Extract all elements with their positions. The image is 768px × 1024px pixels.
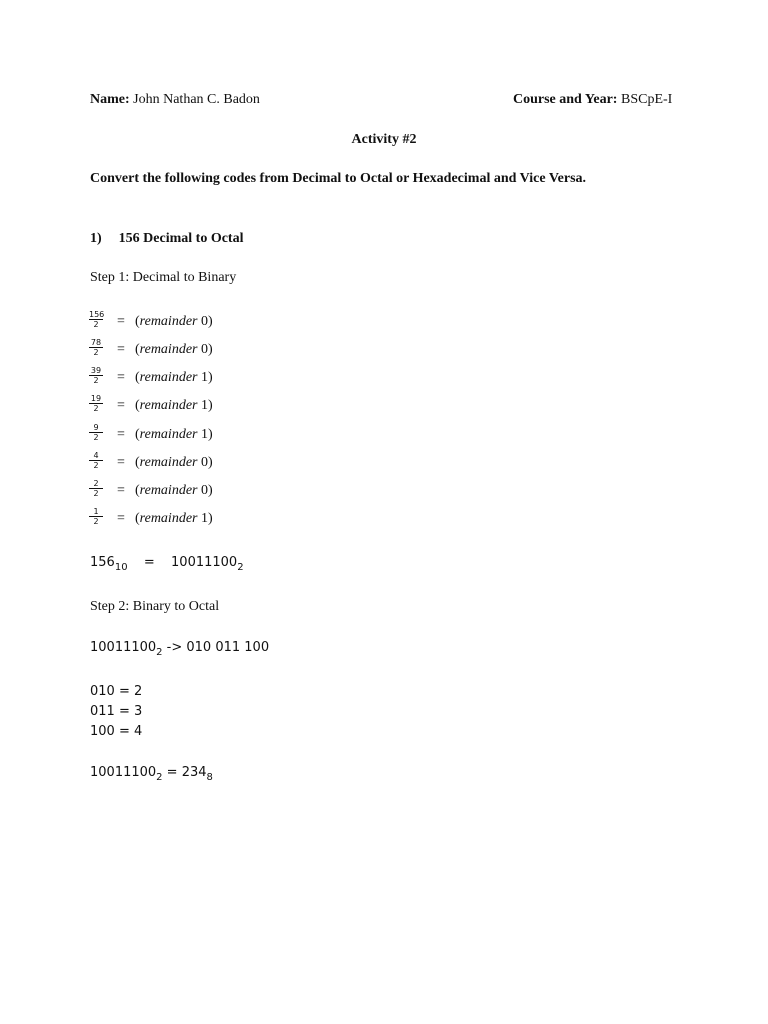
fraction <box>89 507 103 526</box>
binary-number: 10011100 <box>171 555 238 570</box>
denominator: 2 <box>93 433 99 442</box>
denominator: 2 <box>93 489 99 498</box>
numerator: 4 <box>89 451 103 461</box>
group-mapping: 100 = 4 <box>90 724 143 739</box>
remainder: (remainder 1) <box>135 398 213 413</box>
remainder-word: remainder <box>139 455 198 470</box>
equals-sign: = <box>117 483 125 498</box>
course-label: Course and Year: <box>513 92 618 107</box>
remainder: (remainder 1) <box>135 370 213 385</box>
grouped-bits: -> 010 011 100 <box>162 640 270 655</box>
remainder-word: remainder <box>139 427 198 442</box>
remainder: (remainder 1) <box>135 427 213 442</box>
remainder-value: 1 <box>200 398 208 413</box>
name-label: Name: <box>90 92 130 107</box>
remainder-word: remainder <box>139 314 198 329</box>
course-line <box>513 92 672 108</box>
remainder: (remainder 0) <box>135 483 213 498</box>
division-row <box>0 338 768 364</box>
fraction <box>89 366 103 385</box>
denominator: 2 <box>93 404 99 413</box>
division-row <box>0 310 768 336</box>
denominator: 2 <box>93 461 99 470</box>
problem-text: 156 Decimal to Octal <box>118 231 244 246</box>
numerator: 39 <box>90 366 102 375</box>
equals-sign: = <box>117 342 125 357</box>
numerator: 1 <box>89 507 103 517</box>
equals-sign: = <box>117 427 125 442</box>
remainder: (remainder 1) <box>135 511 213 526</box>
division-row <box>0 451 768 477</box>
instruction-text: Convert the following codes from Decimal to Octal or Hexadecimal and Vice Versa. <box>90 171 587 186</box>
binary-base: 2 <box>156 772 163 783</box>
denominator: 2 <box>93 376 99 385</box>
binary-grouping <box>90 640 270 658</box>
fraction <box>89 479 103 498</box>
remainder-value: 0 <box>200 483 208 498</box>
binary-result <box>90 555 244 573</box>
binary-number: 10011100 <box>90 765 157 780</box>
equals-sign: = <box>143 555 155 570</box>
remainder: (remainder 0) <box>135 342 213 357</box>
denominator: 2 <box>93 517 99 526</box>
name-line <box>90 92 260 108</box>
division-row <box>0 394 768 420</box>
remainder-word: remainder <box>139 370 198 385</box>
remainder-word: remainder <box>139 342 198 357</box>
course-value: BSCpE-I <box>620 92 673 107</box>
remainder-value: 1 <box>200 370 208 385</box>
remainder-word: remainder <box>139 483 198 498</box>
fraction <box>89 394 103 413</box>
binary-base: 2 <box>237 562 244 573</box>
division-row <box>0 423 768 449</box>
remainder-value: 0 <box>200 455 208 470</box>
group-mapping: 010 = 2 <box>90 684 143 699</box>
denominator: 2 <box>93 320 99 329</box>
division-row <box>0 479 768 505</box>
remainder: (remainder 0) <box>135 314 213 329</box>
final-result <box>90 765 213 783</box>
equals-sign: = <box>117 314 125 329</box>
group-mapping: 011 = 3 <box>90 704 143 719</box>
division-row <box>0 507 768 533</box>
numerator: 19 <box>90 394 102 403</box>
remainder-value: 0 <box>200 314 208 329</box>
division-row <box>0 366 768 392</box>
fraction <box>89 338 103 357</box>
equals-sign: = <box>117 511 125 526</box>
remainder-word: remainder <box>139 511 198 526</box>
remainder: (remainder 0) <box>135 455 213 470</box>
remainder-value: 1 <box>200 427 208 442</box>
denominator: 2 <box>93 348 99 357</box>
problem-heading <box>90 231 243 247</box>
remainder-value: 1 <box>200 511 208 526</box>
step1-heading: Step 1: Decimal to Binary <box>90 270 237 285</box>
step2-heading: Step 2: Binary to Octal <box>90 599 220 614</box>
fraction <box>89 423 103 442</box>
page-title: Activity #2 <box>351 132 417 147</box>
octal-base: 8 <box>206 772 213 783</box>
numerator: 9 <box>89 423 103 433</box>
fraction <box>89 451 103 470</box>
binary-base: 2 <box>156 647 163 658</box>
numerator: 2 <box>89 479 103 489</box>
equals-sign: = <box>117 370 125 385</box>
numerator: 156 <box>89 310 105 319</box>
remainder-value: 0 <box>200 342 208 357</box>
numerator: 78 <box>90 338 102 347</box>
decimal-base: 10 <box>114 562 128 573</box>
decimal-number: 156 <box>90 555 115 570</box>
binary-number: 10011100 <box>90 640 157 655</box>
fraction <box>89 310 103 329</box>
equals-sign: = <box>117 455 125 470</box>
problem-number: 1) <box>90 231 102 246</box>
equals-sign: = <box>117 398 125 413</box>
remainder-word: remainder <box>139 398 198 413</box>
name-value: John Nathan C. Badon <box>133 92 260 107</box>
octal-result: = 234 <box>162 765 207 780</box>
